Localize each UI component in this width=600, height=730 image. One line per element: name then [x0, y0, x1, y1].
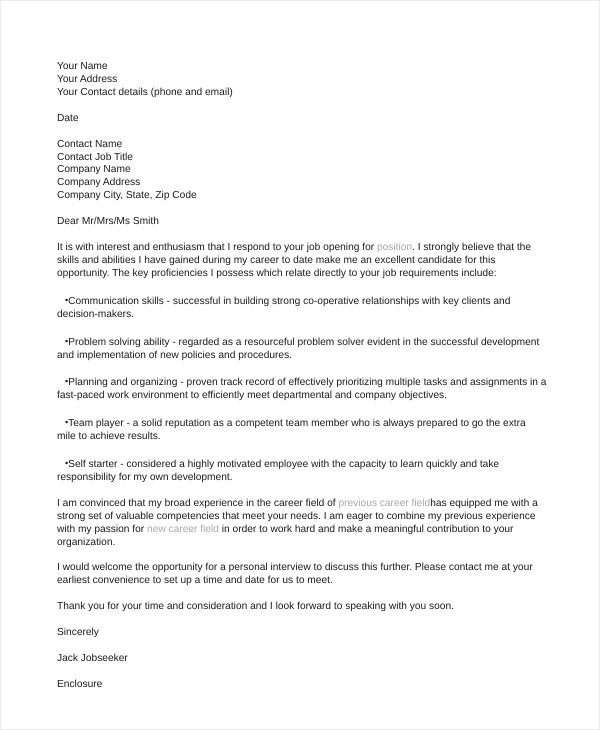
placeholder-new-career-field: new career field	[147, 523, 219, 535]
signature-name: Jack Jobseeker	[57, 653, 128, 665]
experience-text-part-3: in order to work hard and make a meaningful contribution to your organization.	[57, 523, 514, 548]
enclosure-note: Enclosure	[57, 679, 103, 690]
list-item-text: Self starter - considered a highly motivated employee with the capacity to learn quickly and take responsibility for my own development.	[57, 459, 500, 483]
sender-contact-details: Your Contact details (phone and email)	[57, 86, 233, 98]
spacer-after-salutation	[57, 229, 547, 242]
recipient-block	[57, 139, 547, 204]
sender-address: Your Address	[57, 73, 118, 85]
thanks-paragraph: Thank you for your time and consideration and I look forward to speaking with you soon.	[57, 601, 454, 613]
spacer-after-closing	[57, 640, 547, 653]
experience-paragraph	[57, 498, 547, 550]
list-item-text: Team player - a solid reputation as a competent team member who is always prepared to go the extra mile to achieve results.	[57, 418, 526, 443]
spacer-after-date	[57, 126, 547, 139]
sender-block	[57, 61, 547, 100]
closing-salutation: Sincerely	[57, 627, 99, 639]
intro-text-part-1: It is with interest and enthusiasm that I respond to your job opening for	[57, 242, 377, 254]
spacer-after-thanks	[57, 614, 547, 627]
date-block	[57, 113, 547, 126]
recipient-contact-name: Contact Name	[57, 138, 123, 150]
list-item	[57, 335, 547, 363]
spacer-after-signature	[57, 666, 547, 679]
list-item	[57, 416, 547, 444]
list-item-text: Communication skills - successful in building strong co-operative relationships with key clients and decision-makers.	[57, 295, 511, 320]
list-item	[57, 375, 547, 403]
list-item	[57, 457, 547, 485]
date-line: Date	[57, 112, 79, 124]
spacer-after-interview	[57, 588, 547, 601]
letter-body	[57, 61, 547, 692]
spacer-after-recipient	[57, 203, 547, 216]
recipient-job-title: Contact Job Title	[57, 151, 133, 163]
experience-text-part-2: has equipped me with a strong set of valuable competencies that meet your needs. I am eager to combine my previous experience with my passion for	[57, 497, 538, 535]
placeholder-position: position	[376, 242, 413, 254]
spacer-after-experience	[57, 549, 547, 562]
list-item	[57, 294, 547, 322]
bullet-icon: •	[65, 335, 69, 346]
bullet-icon: •	[65, 458, 69, 469]
list-item-text: Problem solving ability - regarded as a resourceful problem solver evident in the successful development and implementation of new policies and procedures.	[57, 336, 540, 361]
experience-text-part-1: I am convinced that my broad experience in the career field of	[57, 497, 339, 509]
intro-paragraph	[57, 242, 547, 281]
placeholder-previous-career-field: previous career field	[338, 497, 431, 509]
recipient-company-address: Company Address	[57, 177, 141, 189]
salutation: Dear Mr/Mrs/Ms Smith	[57, 216, 159, 228]
interview-paragraph: I would welcome the opportunity for a personal interview to discuss this further. Please contact me at your earliest convenience to set up a time and date for us to meet.	[57, 562, 533, 587]
bullet-icon: •	[65, 294, 69, 305]
intro-text-part-2: . I strongly believe that the skills and abilities I have gained during my career to date make me an excellent candidate for this opportunity. The key proficiencies I possess which relate directly to your job requirements include:	[57, 242, 532, 279]
recipient-company-name: Company Name	[57, 164, 131, 176]
bullet-icon: •	[65, 417, 69, 428]
sender-name: Your Name	[57, 61, 108, 72]
list-item-text: Planning and organizing - proven track record of effectively prioritizing multiple tasks and assignments in a fast-paced work environment to efficiently meet departmental and company objectives.	[57, 377, 547, 402]
bullet-icon: •	[65, 376, 69, 387]
spacer-after-sender	[57, 100, 547, 113]
recipient-company-city-state-zip: Company City, State, Zip Code	[57, 190, 197, 202]
spacer-after-bullets	[57, 485, 547, 498]
proficiency-list	[57, 294, 547, 485]
spacer-before-bullets	[57, 281, 547, 294]
